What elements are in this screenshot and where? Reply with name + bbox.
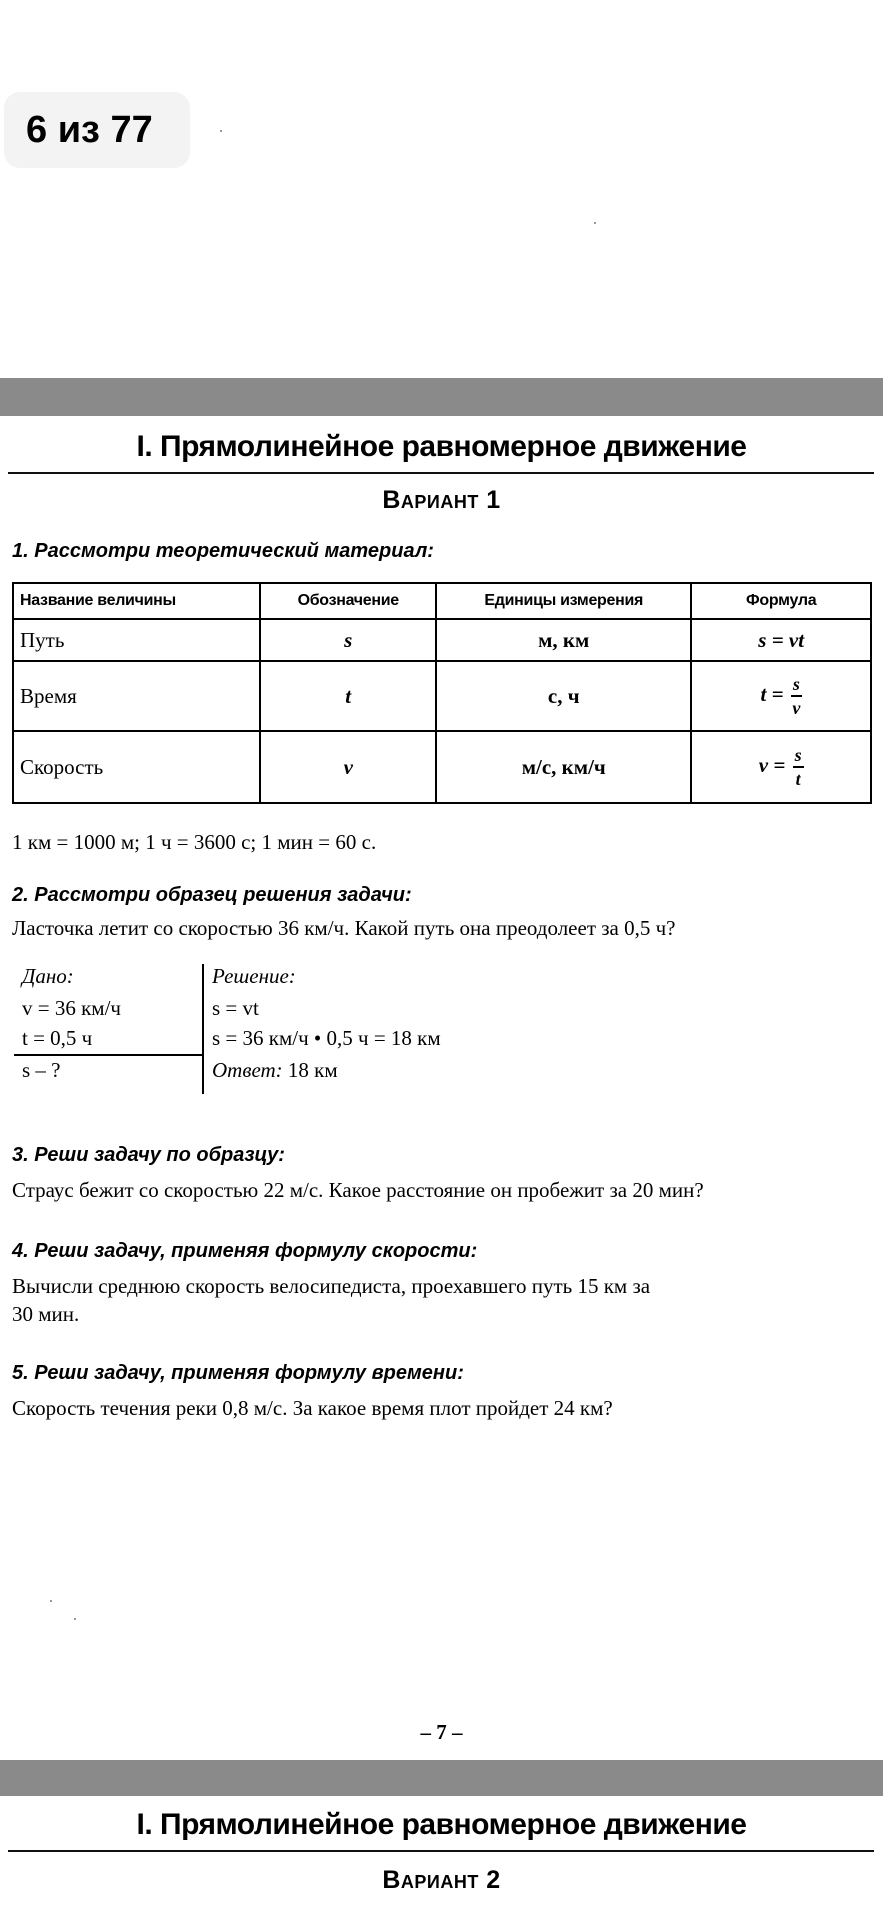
answer-value: 18 км	[287, 1058, 338, 1082]
task5-text: Скорость течения реки 0,8 м/с. За какое время плот пройдет 24 км?	[12, 1396, 613, 1420]
fraction-numerator: s	[791, 675, 802, 697]
task2-heading: 2. Рассмотри образец решения задачи:	[12, 884, 412, 906]
cell-formula	[691, 661, 871, 731]
scan-speck	[220, 130, 222, 132]
solution-answer	[212, 1058, 338, 1083]
table-row	[13, 619, 871, 661]
cell-symbol: v	[260, 731, 436, 803]
formula-lhs: v =	[758, 752, 786, 777]
task3-text: Страус бежит со скоростью 22 м/с. Какое расстояние он пробежит за 20 мин?	[12, 1178, 704, 1202]
table-header-row	[13, 583, 871, 619]
given-time: t = 0,5 ч	[22, 1026, 93, 1050]
unknown-quantity: s – ?	[22, 1058, 61, 1082]
given-divider	[14, 1054, 204, 1056]
title-rule	[8, 1850, 874, 1852]
header-formula: Формула	[691, 583, 871, 619]
header-name: Название величины	[13, 583, 260, 619]
formula-fraction	[793, 746, 804, 788]
variant-heading: Вариант 2	[382, 1866, 501, 1894]
header-symbol: Обозначение	[260, 583, 436, 619]
given-block	[14, 964, 204, 1094]
fraction-denominator: t	[795, 769, 801, 789]
task2-problem: Ласточка летит со скоростью 36 км/ч. Какой путь она преодолеет за 0,5 ч?	[12, 916, 676, 940]
cell-name: Путь	[13, 619, 260, 661]
scan-speck	[594, 222, 596, 224]
table-row	[13, 731, 871, 803]
page-number: – 7 –	[420, 1720, 463, 1744]
solution-calculation: s = 36 км/ч • 0,5 ч = 18 км	[212, 1026, 441, 1050]
page-separator-bottom	[0, 1760, 883, 1796]
document-page-8	[0, 1796, 883, 1920]
cell-formula	[691, 731, 871, 803]
task1-heading: 1. Рассмотри теоретический материал:	[12, 540, 434, 562]
variant-heading: Вариант 1	[382, 486, 501, 514]
cell-units: м/с, км/ч	[436, 731, 691, 803]
cell-name: Время	[13, 661, 260, 731]
given-label: Дано:	[22, 964, 74, 988]
cell-symbol: t	[260, 661, 436, 731]
task4-text-line1: Вычисли среднюю скорость велосипедиста, проехавшего путь 15 км за	[12, 1274, 651, 1298]
title-rule	[8, 472, 874, 474]
scan-speck	[50, 1600, 52, 1602]
formula-lhs: t =	[760, 681, 784, 706]
solution-formula: s = vt	[212, 996, 259, 1020]
header-units: Единицы измерения	[436, 583, 691, 619]
theory-table	[12, 582, 872, 804]
answer-label: Ответ:	[212, 1058, 283, 1082]
cell-units: с, ч	[436, 661, 691, 731]
cell-name: Скорость	[13, 731, 260, 803]
fraction-denominator: v	[792, 698, 801, 718]
fraction-numerator: s	[793, 746, 804, 768]
chapter-title: I. Прямолинейное равномерное движение	[136, 430, 747, 463]
table-row	[13, 661, 871, 731]
task3-heading: 3. Реши задачу по образцу:	[12, 1144, 285, 1166]
document-page-7	[0, 416, 883, 1760]
chapter-title: I. Прямолинейное равномерное движение	[136, 1808, 747, 1841]
solution-label: Решение:	[212, 964, 296, 988]
cell-units: м, км	[436, 619, 691, 661]
cell-symbol: s	[260, 619, 436, 661]
page-counter: 6 из 77	[4, 92, 190, 168]
cell-formula: s = vt	[691, 619, 871, 661]
page-separator-top	[0, 378, 883, 416]
given-velocity: v = 36 км/ч	[22, 996, 121, 1020]
scan-speck	[74, 1618, 76, 1620]
unit-conversions: 1 км = 1000 м; 1 ч = 3600 с; 1 мин = 60 с.	[12, 830, 377, 854]
formula-fraction	[791, 675, 802, 717]
task4-heading: 4. Реши задачу, применяя формулу скорости:	[12, 1240, 478, 1262]
task4-text-line2: 30 мин.	[12, 1302, 80, 1326]
task5-heading: 5. Реши задачу, применяя формулу времени:	[12, 1362, 464, 1384]
